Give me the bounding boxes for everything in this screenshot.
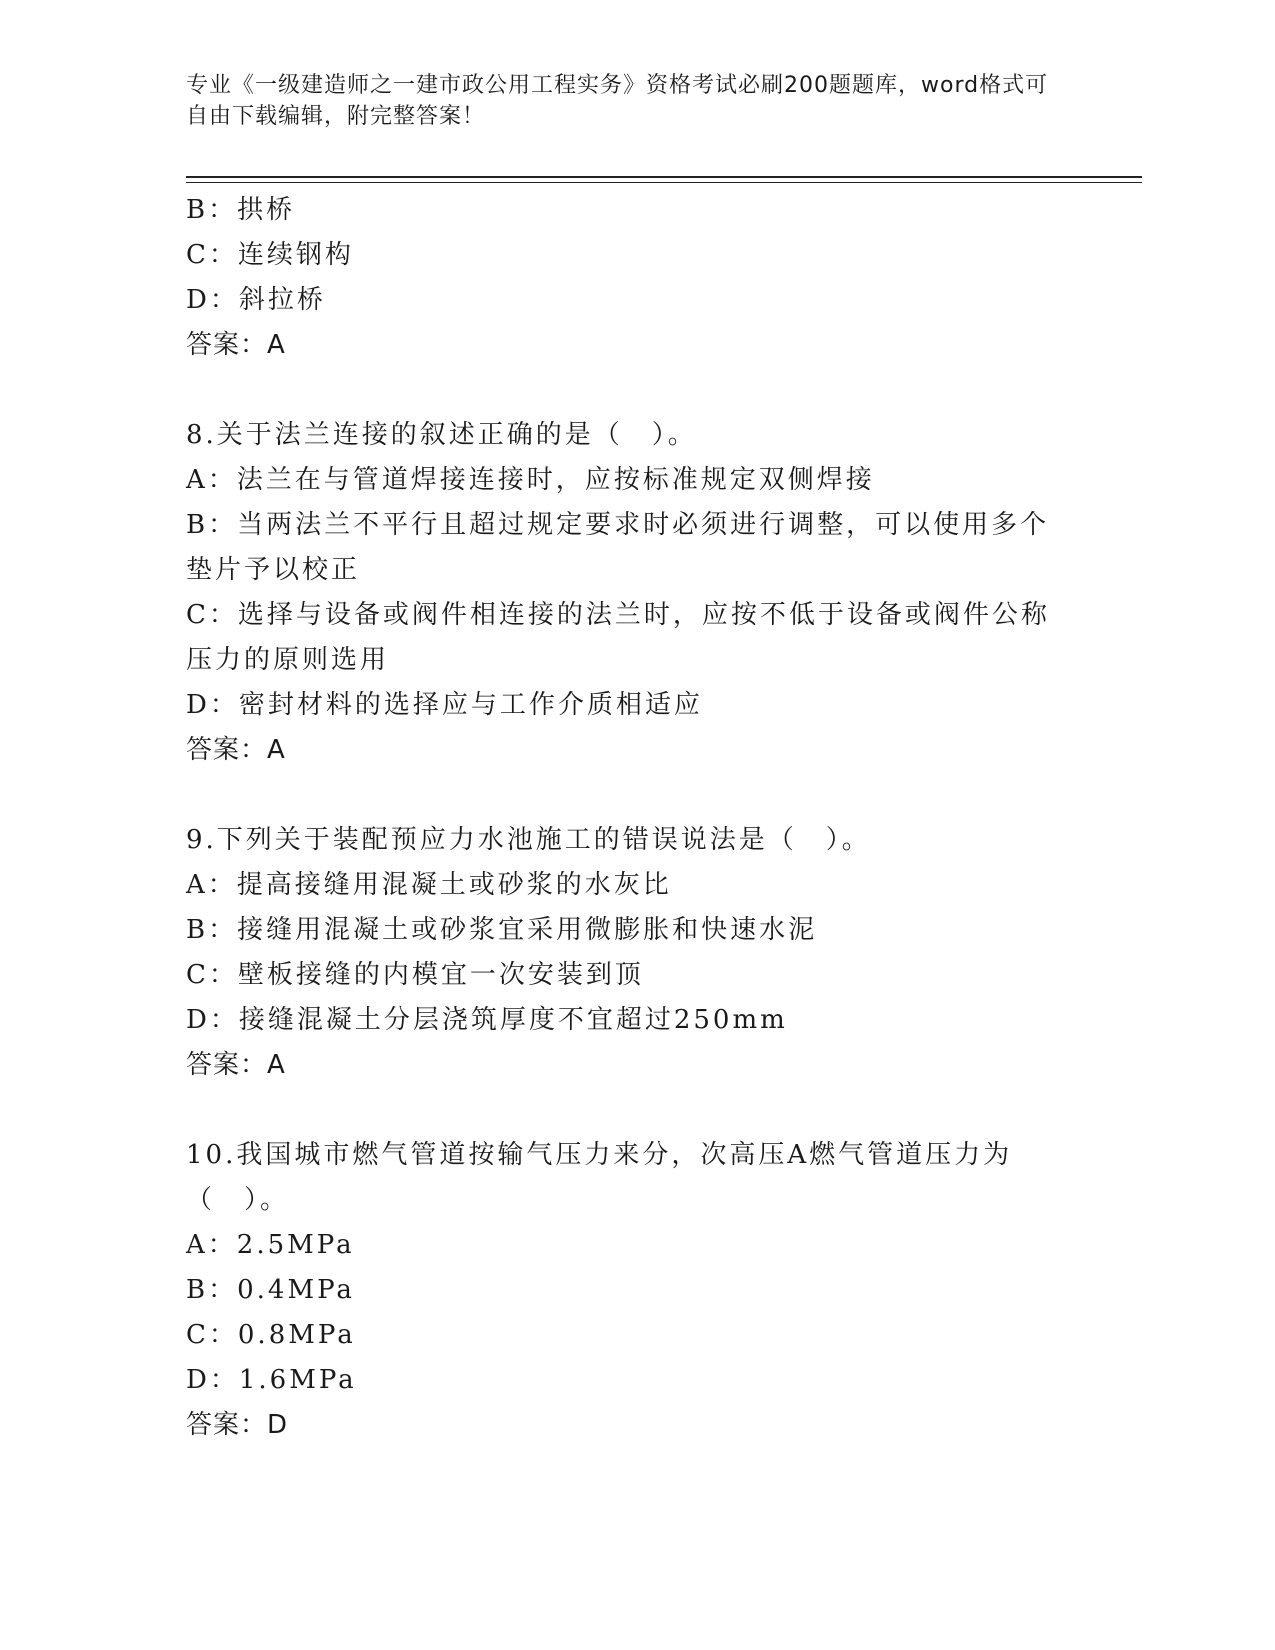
question-stem: 9.下列关于装配预应力水池施工的错误说法是（ ）。: [186, 825, 871, 855]
question-7-continued: [186, 188, 1066, 368]
option-b: B：接缝用混凝土或砂浆宜采用微膨胀和快速水泥: [186, 915, 818, 945]
header-rule-thick: [186, 176, 1142, 178]
question-8: [186, 413, 1066, 773]
option-a: A：提高接缝用混凝土或砂浆的水灰比: [186, 870, 672, 900]
option-c: C：连续钢构: [186, 240, 354, 270]
option-b: B：当两法兰不平行且超过规定要求时必须进行调整，可以使用多个垫片予以校正: [186, 510, 1050, 585]
question-stem: 8.关于法兰连接的叙述正确的是（ ）。: [186, 420, 697, 450]
option-d: D：斜拉桥: [186, 285, 326, 315]
header-text: 专业《一级建造师之一建市政公用工程实务》资格考试必刷200题题库，word格式可自由下载编辑，附完整答案！: [186, 73, 1049, 129]
option-d: D：1.6MPa: [186, 1365, 357, 1395]
option-b: B：0.4MPa: [186, 1275, 355, 1305]
question-10: [186, 1133, 1066, 1448]
document-header: [186, 70, 1066, 132]
answer: 答案：D: [186, 1410, 289, 1440]
option-d: D：密封材料的选择应与工作介质相适应: [186, 690, 703, 720]
question-stem: 10.我国城市燃气管道按输气压力来分，次高压A燃气管道压力为（ ）。: [186, 1140, 1013, 1215]
option-d: D：接缝混凝土分层浇筑厚度不宜超过250mm: [186, 1005, 788, 1035]
question-9: [186, 818, 1066, 1088]
option-a: A：2.5MPa: [186, 1230, 355, 1260]
option-c: C：壁板接缝的内模宜一次安装到顶: [186, 960, 644, 990]
option-c: C：选择与设备或阀件相连接的法兰时，应按不低于设备或阀件公称压力的原则选用: [186, 600, 1050, 675]
answer: 答案：A: [186, 330, 286, 360]
option-a: A：法兰在与管道焊接连接时，应按标准规定双侧焊接: [186, 465, 875, 495]
answer: 答案：A: [186, 1050, 286, 1080]
option-c: C：0.8MPa: [186, 1320, 356, 1350]
option-b: B：拱桥: [186, 195, 296, 225]
question-list: [186, 188, 1066, 1448]
answer: 答案：A: [186, 735, 286, 765]
header-rule-thin: [186, 182, 1142, 183]
